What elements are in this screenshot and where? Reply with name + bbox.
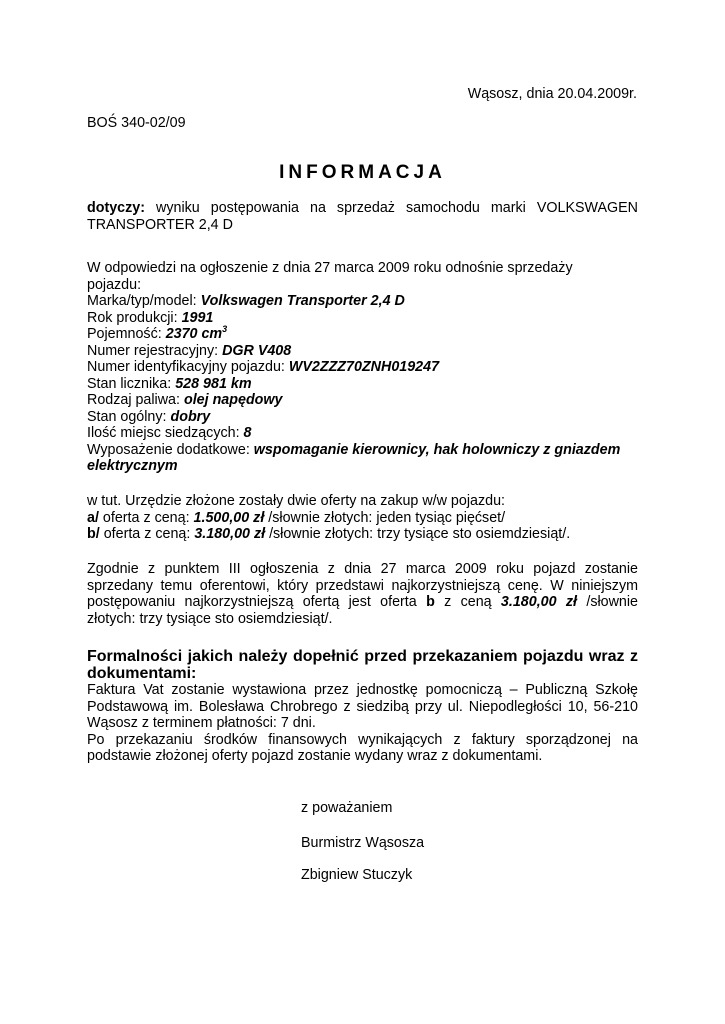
vehicle-fuel: [87, 392, 638, 409]
signature-name: Zbigniew Stuczyk: [301, 867, 413, 883]
signature-closing: z poważaniem: [301, 800, 393, 816]
decision-line-1: Zgodnie z punktem III ogłoszenia z dnia 27 marca 2009 roku pojazd zostanie: [87, 561, 638, 577]
offers-section: [87, 493, 638, 543]
formalities-line-3: Wąsosz z terminem płatności: 7 dni.: [87, 715, 316, 731]
offers-intro: w tut. Urzędzie złożone zostały dwie oferty na zakup w/w pojazdu:: [87, 493, 505, 509]
vehicle-year: [87, 310, 638, 327]
decision-text-c: z ceną: [444, 594, 492, 610]
registration-value: DGR V408: [222, 342, 292, 359]
fuel-label: Rodzaj paliwa:: [87, 392, 180, 408]
year-label: Rok produkcji:: [87, 309, 178, 326]
formalities-heading-2: dokumentami:: [87, 665, 197, 682]
decision-line-4: złotych: trzy tysiące sto osiemdziesiąt/.: [87, 610, 333, 627]
capacity-unit-sup: 3: [222, 324, 228, 334]
capacity-value: 2370 cm: [165, 326, 223, 342]
formalities-line-4: Po przekazaniu środków finansowych wynikających z faktury sporządzonej na: [87, 731, 638, 748]
decision-text-a: postępowaniu najkorzystniejszą ofertą jest oferta: [87, 594, 417, 610]
decision-line-3: [87, 594, 638, 611]
document-date: Wąsosz, dnia 20.04.2009r.: [467, 86, 637, 102]
subject-line-1: [87, 200, 638, 217]
equipment-value-1: wspomaganie kierownicy, hak holowniczy z gniazdem: [253, 441, 621, 458]
subject-text-2: TRANSPORTER 2,4 D: [87, 216, 233, 233]
reference-number: BOŚ 340-02/09: [87, 115, 186, 131]
vehicle-section: [87, 260, 638, 475]
formalities-line-1: Faktura Vat zostanie wystawiona przez jednostkę pomocniczą – Publiczną Szkołę: [87, 682, 638, 698]
formalities-line-2: Podstawową im. Bolesława Chrobrego z siedzibą przy ul. Niepodległości 10, 56-210: [87, 698, 638, 715]
intro-line-2: pojazdu:: [87, 276, 142, 293]
fuel-value: olej napędowy: [183, 392, 283, 408]
vehicle-capacity: [87, 326, 638, 343]
equipment-value-2: elektrycznym: [87, 458, 178, 474]
condition-value: dobry: [170, 408, 211, 425]
condition-label: Stan ogólny:: [87, 408, 167, 425]
odometer-value: 528 981 km: [175, 375, 252, 392]
formalities-heading-1: Formalności jakich należy dopełnić przed przekazaniem pojazdu wraz z: [87, 648, 638, 665]
capacity-label: Pojemność:: [87, 326, 162, 342]
page-title: INFORMACJA: [279, 162, 446, 183]
vehicle-registration: [87, 343, 638, 360]
vehicle-condition: [87, 409, 638, 426]
formalities-section: [87, 648, 638, 765]
year-value: 1991: [181, 309, 214, 326]
signature-position: Burmistrz Wąsosza: [301, 835, 425, 851]
seats-label: Ilość miejsc siedzących:: [87, 425, 240, 441]
vin-value: WV2ZZZ70ZNH019247: [288, 359, 440, 375]
offer-b-label: b/: [87, 526, 100, 542]
vehicle-odometer: [87, 376, 638, 393]
offer-a-amount: 1.500,00 zł: [193, 509, 265, 526]
decision-text-e: /słownie: [586, 594, 638, 610]
offer-a: [87, 510, 638, 527]
vin-label: Numer identyfikacyjny pojazdu:: [87, 359, 285, 375]
decision-offer-letter: b: [426, 594, 435, 610]
decision-line-2: sprzedany temu oferentowi, który przedstawi najkorzystniejszą cenę. W niniejszym: [87, 577, 638, 594]
odometer-label: Stan licznika:: [87, 375, 172, 392]
formalities-line-5: podstawie złożonej oferty pojazd zostanie wydany wraz z dokumentami.: [87, 748, 543, 764]
model-value: Volkswagen Transporter 2,4 D: [200, 293, 405, 309]
vehicle-seats: [87, 425, 638, 442]
offer-a-label: a/: [87, 509, 99, 526]
vehicle-equipment: [87, 442, 638, 459]
decision-section: [87, 561, 638, 627]
seats-value: 8: [243, 425, 252, 441]
subject-text-1: wyniku postępowania na sprzedaż samochodu marki VOLKSWAGEN: [156, 200, 638, 216]
model-label: Marka/typ/model:: [87, 293, 197, 309]
vehicle-vin: [87, 359, 638, 376]
offer-b-words: /słownie złotych: trzy tysiące sto osiemdziesiąt/.: [269, 526, 571, 542]
offer-b-text: oferta z ceną:: [103, 526, 191, 542]
equipment-label: Wyposażenie dodatkowe:: [87, 441, 250, 458]
subject-label: dotyczy:: [87, 200, 145, 216]
offer-a-text: oferta z ceną:: [102, 509, 190, 526]
intro-line-1: W odpowiedzi na ogłoszenie z dnia 27 marca 2009 roku odnośnie sprzedaży: [87, 260, 573, 276]
registration-label: Numer rejestracyjny:: [87, 342, 219, 359]
offer-b: [87, 526, 638, 543]
offer-b-amount: 3.180,00 zł: [194, 526, 266, 542]
decision-amount: 3.180,00 zł: [500, 594, 578, 610]
offer-a-words: /słownie złotych: jeden tysiąc pięćset/: [268, 509, 506, 526]
subject-section: [87, 200, 638, 233]
vehicle-model: [87, 293, 638, 310]
